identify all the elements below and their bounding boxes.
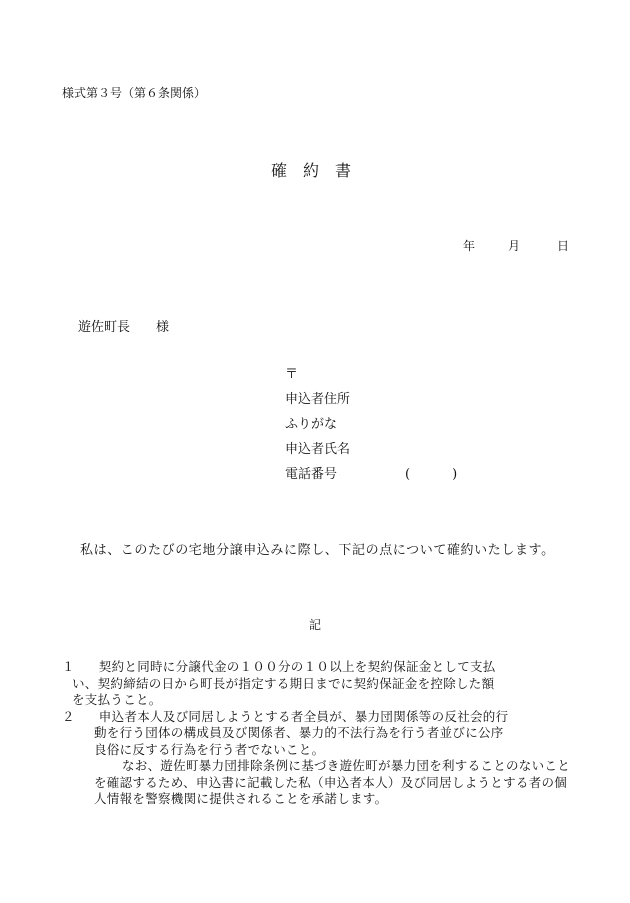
consent-note: なお、遊佐町暴力団排除条例に基づき遊佐町が暴力団を利することのないことを確認するため、申込書に記載した私（申込者本人）及び同居しようとする者の個人情報を警察機関に提供されることを承諾します。 — [94, 758, 571, 806]
ki-heading: 記 — [309, 618, 322, 632]
phone-label: 電話番号 — [285, 467, 338, 482]
name-label: 申込者氏名 — [285, 442, 351, 457]
phone-row — [285, 462, 457, 487]
title-char: 確 — [271, 161, 288, 180]
clause-number: ２ — [62, 708, 75, 724]
address-label: 申込者住所 — [285, 392, 351, 407]
form-number: 様式第３号（第６条関係） — [62, 86, 207, 100]
clause-number: １ — [62, 659, 75, 674]
clause-item — [62, 659, 572, 709]
title-char: 書 — [335, 161, 352, 180]
clause-item — [62, 709, 572, 759]
applicant-block — [285, 362, 457, 487]
date-year-label: 年 — [463, 239, 476, 253]
clause-line: い、契約締結の日から町長が指定する期日までに契約保証金を控除した額 — [72, 675, 495, 691]
phone-close-paren: ) — [452, 467, 458, 482]
clause-line: を支払うこと。 — [72, 692, 162, 707]
clause-line: 申込者本人及び同居しようとする者全員が、暴力団関係等の反社会的行 — [86, 708, 509, 724]
furigana-label: ふりがな — [285, 417, 338, 432]
clauses — [62, 659, 572, 808]
addressee — [78, 316, 169, 335]
title-char: 約 — [303, 161, 320, 180]
phone-open-paren: ( — [405, 467, 411, 482]
document-title — [271, 158, 367, 181]
postal-mark: 〒 — [285, 367, 299, 382]
date-day-label: 日 — [557, 239, 570, 253]
addressee-honorific: 様 — [156, 320, 170, 335]
clause-line: 良俗に反する行為を行う者でないこと。 — [94, 741, 325, 757]
date-month-label: 月 — [508, 239, 521, 253]
addressee-name: 遊佐町長 — [78, 320, 131, 335]
clause-line: 動を行う団体の構成員及び関係者、暴力的不法行為を行う者並びに公序 — [94, 725, 504, 740]
intro-statement: 私は、このたびの宅地分譲申込みに際し、下記の点について確約いたします。 — [80, 543, 555, 558]
date-line — [463, 237, 569, 254]
clause-line: 契約と同時に分譲代金の１００分の１０以上を契約保証金として支払 — [86, 659, 496, 674]
